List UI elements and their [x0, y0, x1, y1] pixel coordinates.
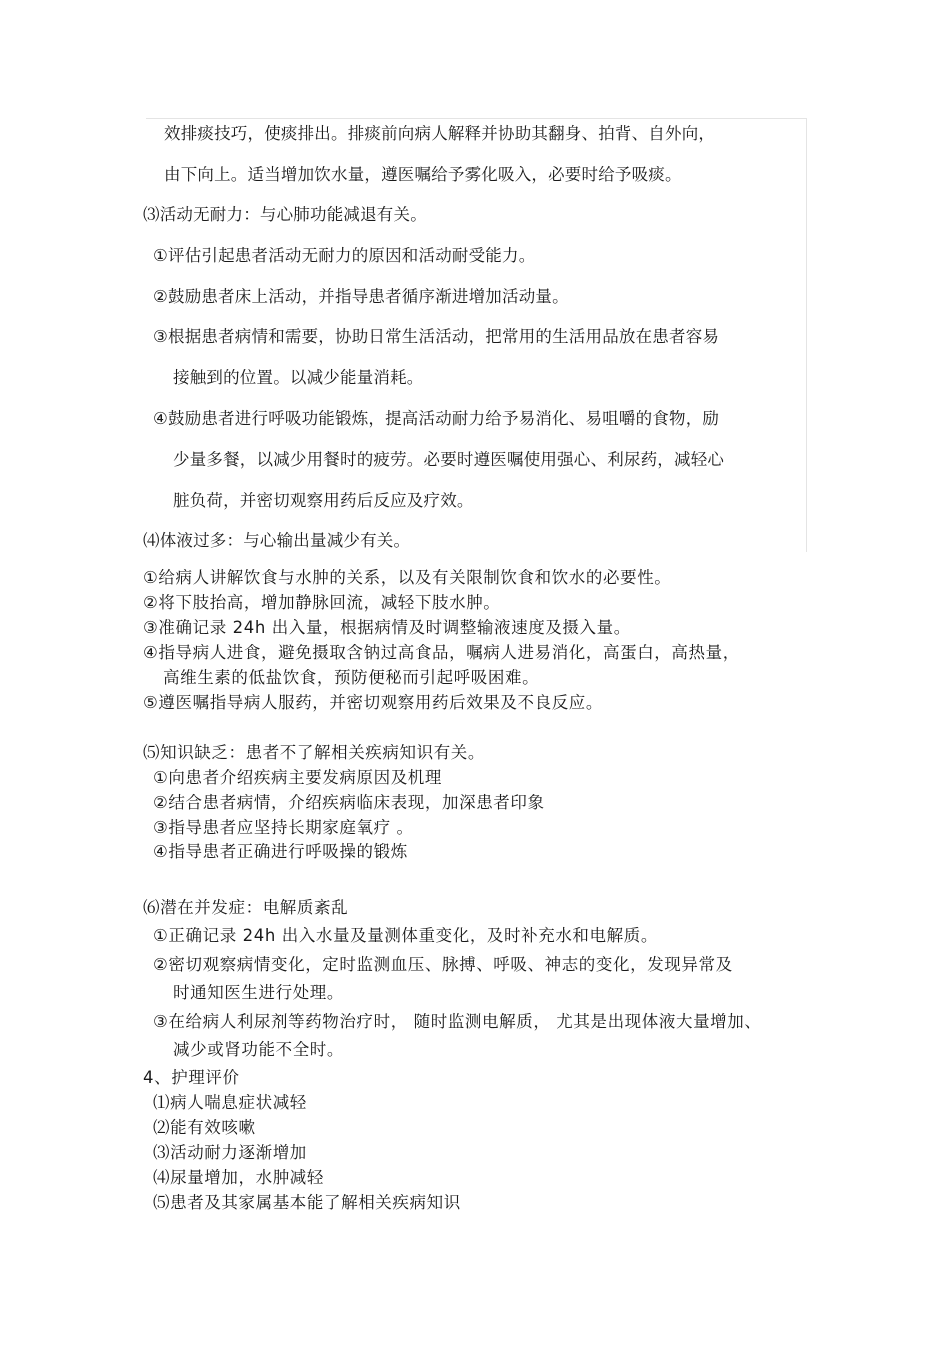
frame-border-top: [146, 118, 807, 119]
paragraph-line: 效排痰技巧，使痰排出。排痰前向病人解释并协助其翻身、拍背、自外向，: [164, 124, 716, 143]
list-item-continuation: 少量多餐，以减少用餐时的疲劳。必要时遵医嘱使用强心、利尿药，减轻心: [173, 450, 725, 469]
section-heading: ⑸知识缺乏：患者不了解相关疾病知识有关。: [143, 743, 485, 762]
list-item: ⑸患者及其家属基本能了解相关疾病知识: [153, 1193, 461, 1212]
list-item: ③根据患者病情和需要，协助日常生活活动，把常用的生活用品放在患者容易: [153, 327, 720, 346]
list-item: ①给病人讲解饮食与水肿的关系，以及有关限制饮食和饮水的必要性。: [143, 568, 672, 587]
list-item: ⑶活动耐力逐渐增加: [153, 1143, 307, 1162]
section-heading: ⑹潜在并发症：电解质紊乱: [143, 898, 349, 917]
frame-border-right: [806, 118, 807, 552]
list-item-continuation: 高维生素的低盐饮食，预防便秘而引起呼吸困难。: [163, 668, 540, 687]
paragraph-line: 由下向上。适当增加饮水量，遵医嘱给予雾化吸入，必要时给予吸痰。: [164, 165, 682, 184]
list-item: ①评估引起患者活动无耐力的原因和活动耐受能力。: [153, 246, 536, 265]
list-item: ③准确记录 24h 出入量，根据病情及时调整输液速度及摄入量。: [143, 618, 631, 637]
list-item: ①向患者介绍疾病主要发病原因及机理: [153, 768, 442, 787]
list-item-continuation: 减少或肾功能不全时。: [173, 1040, 344, 1059]
list-item-continuation: 时通知医生进行处理。: [173, 983, 344, 1002]
section-heading: ⑶活动无耐力：与心肺功能减退有关。: [143, 205, 427, 224]
list-item-continuation: 接触到的位置。以减少能量消耗。: [173, 368, 424, 387]
list-item: ③在给病人利尿剂等药物治疗时， 随时监测电解质， 尤其是出现体液大量增加、: [153, 1012, 762, 1031]
list-item: ①正确记录 24h 出入水量及量测体重变化，及时补充水和电解质。: [153, 926, 658, 945]
list-item: ⑤遵医嘱指导病人服药，并密切观察用药后效果及不良反应。: [143, 693, 603, 712]
list-item: ③指导患者应坚持长期家庭氧疗 。: [153, 818, 414, 837]
list-item-continuation: 脏负荷，并密切观察用药后反应及疗效。: [173, 491, 474, 510]
list-item: ②鼓励患者床上活动，并指导患者循序渐进增加活动量。: [153, 287, 569, 306]
list-item: ②密切观察病情变化，定时监测血压、脉搏、呼吸、神志的变化，发现异常及: [153, 955, 733, 974]
list-item: ④指导病人进食，避免摄取含钠过高食品，嘱病人进易消化，高蛋白，高热量，: [143, 643, 740, 662]
list-item: ④指导患者正确进行呼吸操的锻炼: [153, 842, 408, 861]
list-item: ②结合患者病情，介绍疾病临床表现，加深患者印象: [153, 793, 545, 812]
list-item: ②将下肢抬高，增加静脉回流，减轻下肢水肿。: [143, 593, 501, 612]
list-item: ⑴病人喘息症状减轻: [153, 1093, 307, 1112]
list-item: ⑷尿量增加，水肿减轻: [153, 1168, 324, 1187]
section-heading: 4、护理评价: [143, 1068, 240, 1087]
section-heading: ⑷体液过多：与心输出量减少有关。: [143, 531, 411, 550]
list-item: ④鼓励患者进行呼吸功能锻炼，提高活动耐力给予易消化、易咀嚼的食物，励: [153, 409, 720, 428]
list-item: ⑵能有效咳嗽: [153, 1118, 256, 1137]
